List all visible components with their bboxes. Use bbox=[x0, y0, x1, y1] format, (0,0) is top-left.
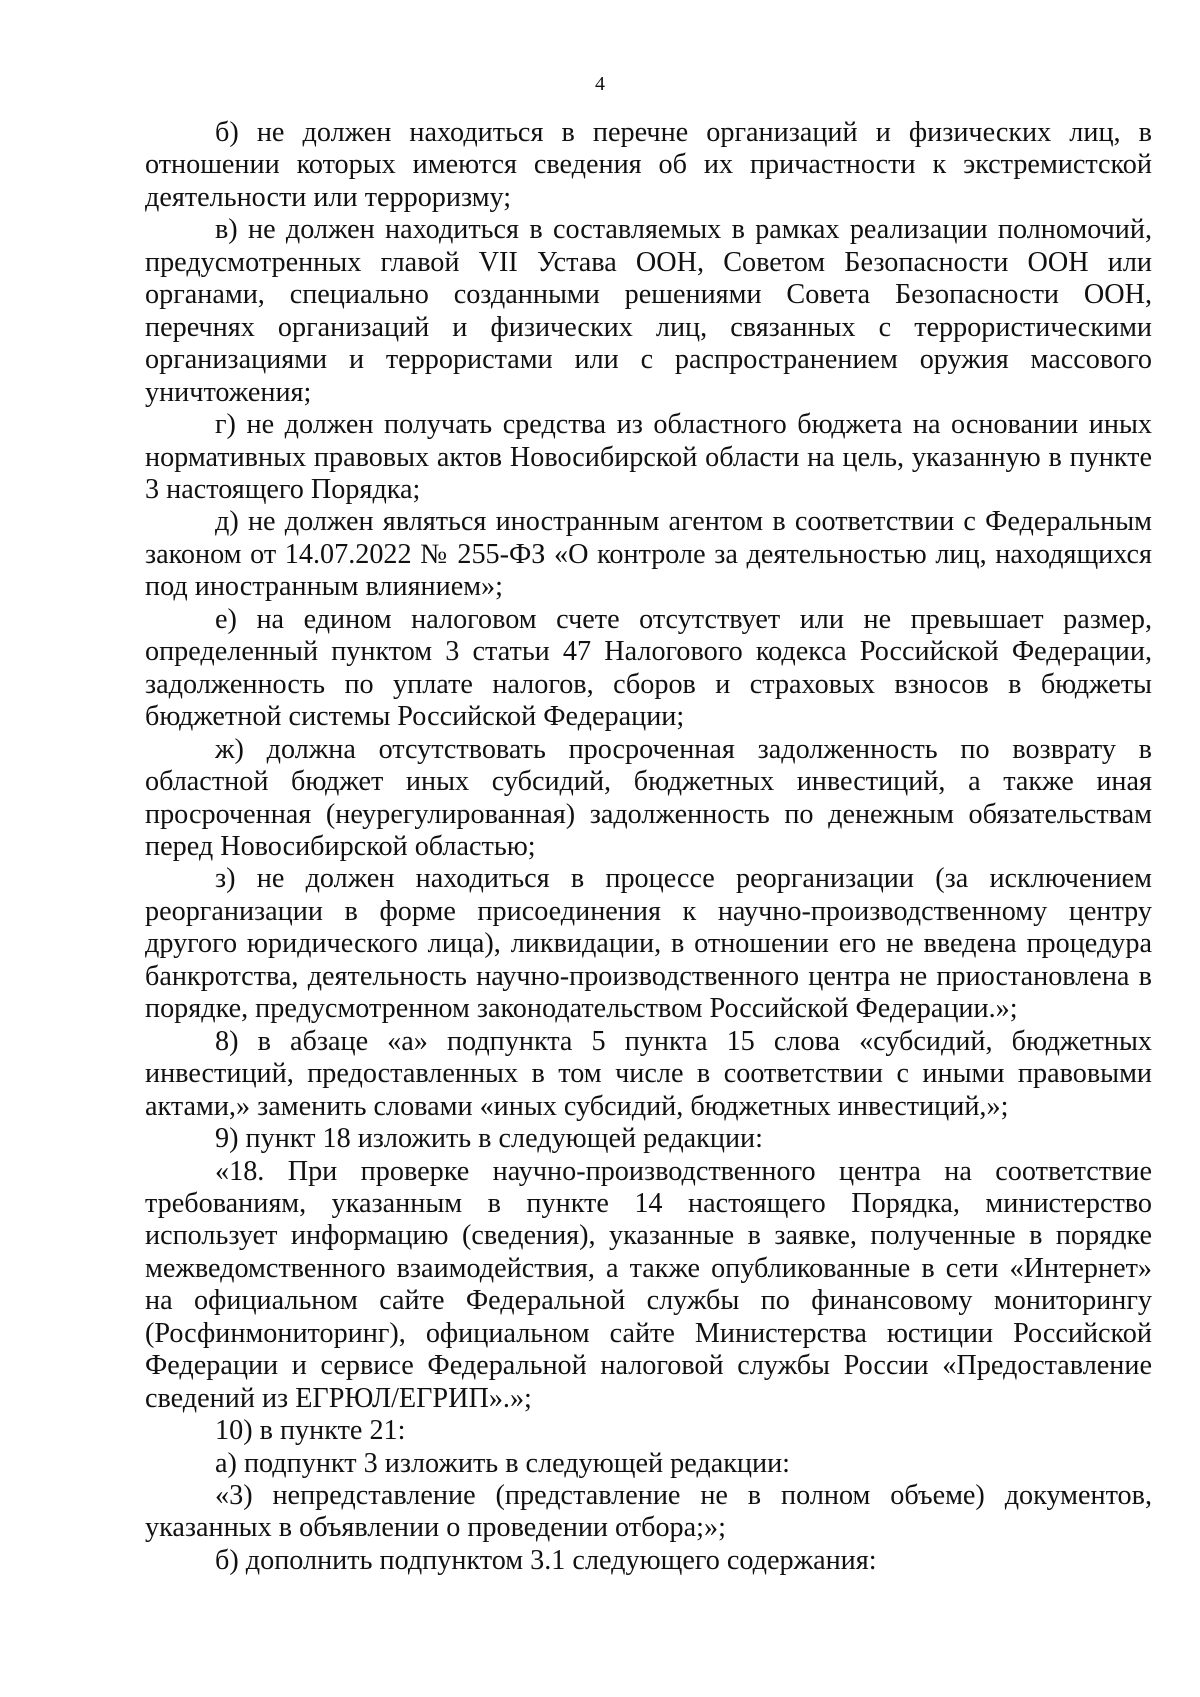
paragraph-g-regional-budget-funds: г) не должен получать средства из областного бюджета на основании иных нормативных правовых актов Новосибирской области на цель, указанную в пункте 3 настоящего Порядка; bbox=[145, 409, 1152, 505]
page-number: 4 bbox=[595, 73, 605, 95]
paragraph-z-reorganization: з) не должен находиться в процессе реорганизации (за исключением реорганизации в форме присоединения к научно-производственному центру другого юридического лица), ликвидации, в отношении его не введена процедура банкротства, деятельность научно-производственного центра не приостановлена в порядке, предусмотренном законодательством Российской Федерации.»; bbox=[145, 863, 1152, 1025]
paragraph-d-foreign-agent: д) не должен являться иностранным агентом в соответствии с Федеральным законом от 14.07.2022 № 255-ФЗ «О контроле за деятельностью лиц, находящихся под иностранным влиянием»; bbox=[145, 506, 1152, 603]
paragraph-a-subpoint-3: а) подпункт 3 изложить в следующей редакции: bbox=[215, 1447, 790, 1479]
paragraph-9-amendment: 9) пункт 18 изложить в следующей редакции: bbox=[215, 1123, 763, 1155]
paragraph-e-tax-debt: е) на едином налоговом счете отсутствует или не превышает размер, определенный пунктом 3 статьи 47 Налогового кодекса Российской Федерации, задолженность по уплате налогов, сборов и страховых взносов в бюджеты бюджетной системы Российской Федерации; bbox=[145, 603, 1152, 733]
paragraph-b-extremism-list: б) не должен находиться в перечне организаций и физических лиц, в отношении которых имеются сведения об их причастности к экстремистской деятельности или терроризму; bbox=[145, 117, 1152, 213]
paragraph-18-new-wording: «18. При проверке научно-производственного центра на соответствие требованиям, указанным в пункте 14 настоящего Порядка, министерство использует информацию (сведения), указанные в заявке, полученные в порядке межведомственного взаимодействия, а также опубликованные в сети «Интернет» на официальном сайте Федеральной службы по финансовому мониторингу (Росфинмониторинг), официальном сайте Министерства юстиции Российской Федерации и сервисе Федеральной налоговой службы России «Предоставление сведений из ЕГРЮЛ/ЕГРИП».»; bbox=[145, 1155, 1152, 1414]
paragraph-10-amendment: 10) в пункте 21: bbox=[215, 1415, 406, 1447]
paragraph-8-amendment: 8) в абзаце «а» подпункта 5 пункта 15 слова «субсидий, бюджетных инвестиций, предоставленных в том числе в соответствии с иными правовыми актами,» заменить словами «иных субсидий, бюджетных инвестиций,»; bbox=[145, 1025, 1152, 1122]
paragraph-3-new-wording: «3) непредставление (представление не в полном объеме) документов, указанных в объявлении о проведении отбора;»; bbox=[145, 1480, 1152, 1544]
document-body bbox=[145, 117, 1152, 1577]
paragraph-b-subpoint-3-1: б) дополнить подпунктом 3.1 следующего содержания: bbox=[215, 1544, 877, 1576]
paragraph-v-un-sanctions-list: в) не должен находиться в составляемых в рамках реализации полномочий, предусмотренных главой VII Устава ООН, Советом Безопасности ООН или органами, специально созданными решениями Совета Безопасности ООН, перечнях организаций и физических лиц, связанных с террористическими организациями и террористами или с распространением оружия массового уничтожения; bbox=[145, 214, 1152, 408]
paragraph-zh-overdue-debt: ж) должна отсутствовать просроченная задолженность по возврату в областной бюджет иных субсидий, бюджетных инвестиций, а также иная просроченная (неурегулированная) задолженность по денежным обязательствам перед Новосибирской областью; bbox=[145, 733, 1152, 862]
